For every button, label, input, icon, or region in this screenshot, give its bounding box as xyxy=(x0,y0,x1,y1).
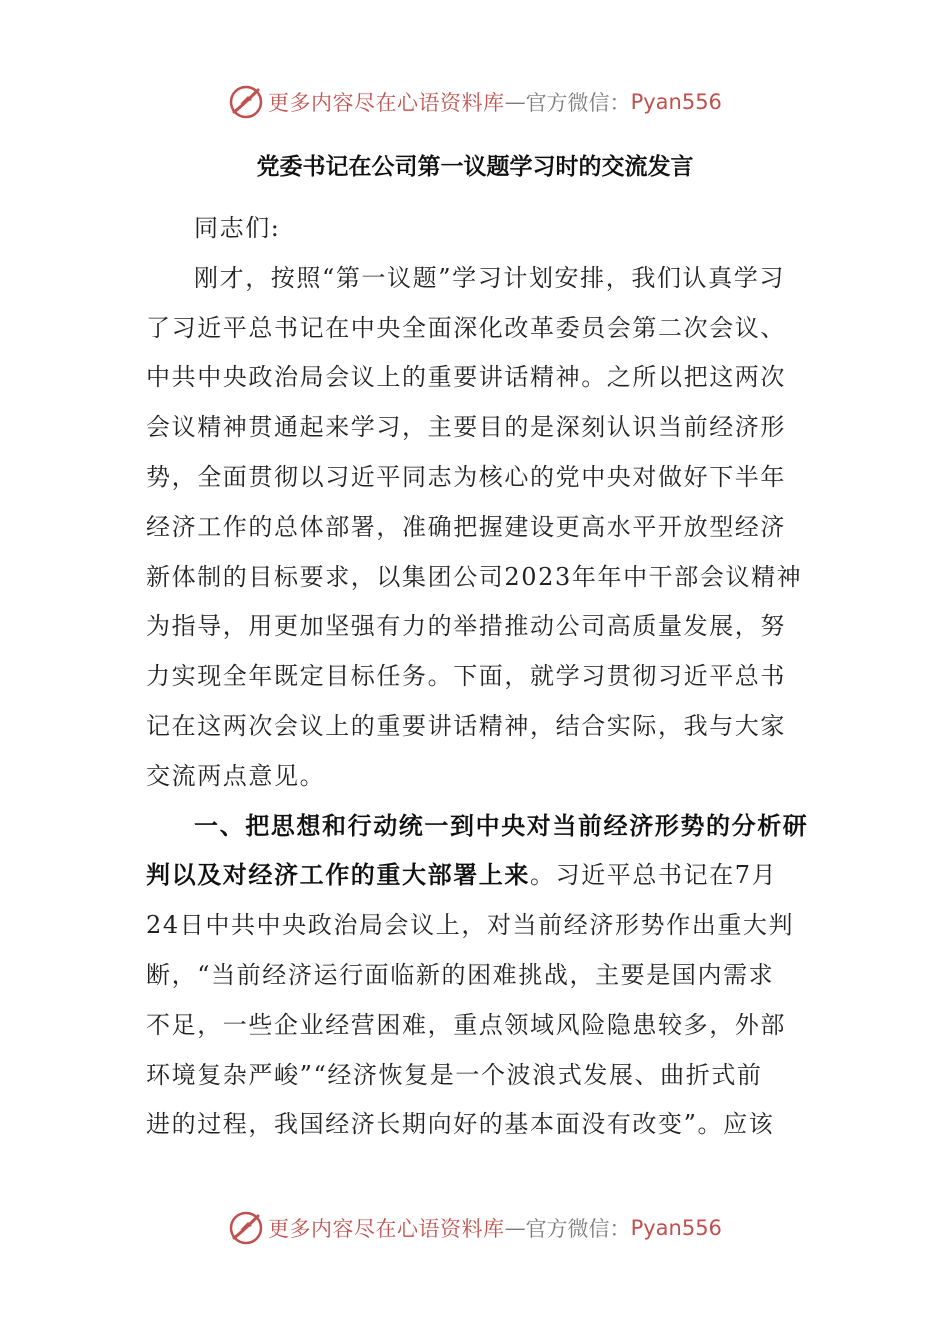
paragraph-line: 势，全面贯彻以习近平同志为核心的党中央对做好下半年 xyxy=(146,462,786,491)
paragraph-line: 为指导，用更加坚强有力的举措推动公司高质量发展，努 xyxy=(146,612,786,641)
pen-logo-icon xyxy=(228,1210,264,1246)
document-body xyxy=(146,204,809,1150)
section-line: 不足，一些企业经营困难，重点领域风险隐患较多，外部 xyxy=(146,1010,786,1039)
pen-logo-icon xyxy=(228,84,264,120)
section-heading-continued: 判以及对经济工作的重大部署上来 xyxy=(146,861,530,890)
paragraph-1 xyxy=(146,254,802,802)
paragraph-line: 了习近平总书记在中央全面深化改革委员会第二次会议、 xyxy=(146,313,786,342)
paragraph-line: 经济工作的总体部署，准确把握建设更高水平开放型经济 xyxy=(146,512,786,541)
footer-banner xyxy=(0,1208,950,1248)
paragraph-line: 中共中央政治局会议上的重要讲话精神。之所以把这两次 xyxy=(146,363,786,392)
banner-text: 更多内容尽在心语资料库 xyxy=(268,91,505,115)
section-heading-line-2 xyxy=(146,851,802,901)
section-line: 24日中共中央政治局会议上，对当前经济形势作出重大判 xyxy=(146,911,795,940)
paragraph-line: 交流两点意见。 xyxy=(146,761,326,790)
document-title: 党委书记在公司第一议题学习时的交流发言 xyxy=(256,154,694,180)
banner-separator: — xyxy=(504,90,526,114)
banner-wechat-id: Pyan556 xyxy=(630,90,722,114)
banner-separator: — xyxy=(504,1216,526,1240)
section-heading: 一、把思想和行动统一到中央对当前经济形势的分析研 xyxy=(194,811,809,840)
section-1 xyxy=(146,802,809,1151)
salutation: 同志们: xyxy=(194,214,281,242)
section-text-start: 。习近平总书记在7月 xyxy=(530,861,778,890)
banner-wechat-label: 官方微信： xyxy=(525,91,631,115)
banner-wechat-label: 官方微信： xyxy=(525,1217,631,1241)
section-line: 环境复杂严峻”“经济恢复是一个波浪式发展、曲折式前 xyxy=(146,1060,763,1089)
paragraph-line: 刚才，按照“第一议题”学习计划安排，我们认真学习 xyxy=(194,263,785,292)
paragraph-line: 记在这两次会议上的重要讲话精神，结合实际，我与大家 xyxy=(146,711,786,740)
section-line: 断，“当前经济运行面临新的困难挑战，主要是国内需求 xyxy=(146,960,775,989)
banner-text: 更多内容尽在心语资料库 xyxy=(268,1217,505,1241)
paragraph-line: 新体制的目标要求，以集团公司2023年年中干部会议精神 xyxy=(146,562,803,591)
paragraph-line: 力实现全年既定目标任务。下面，就学习贯彻习近平总书 xyxy=(146,662,786,691)
banner-wechat-id: Pyan556 xyxy=(630,1216,722,1240)
paragraph-line: 会议精神贯通起来学习，主要目的是深刻认识当前经济形 xyxy=(146,413,786,442)
header-banner xyxy=(0,82,950,122)
section-line: 进的过程，我国经济长期向好的基本面没有改变”。应该 xyxy=(146,1110,775,1139)
